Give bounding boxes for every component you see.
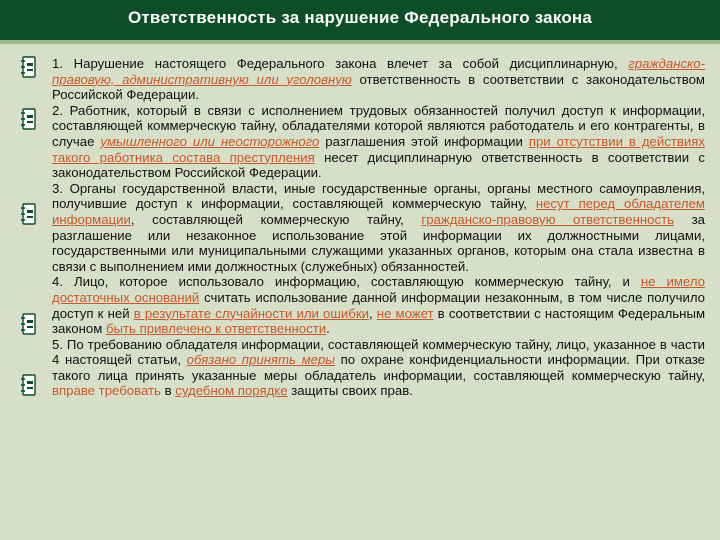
- p5-highlight-court: судебном порядке: [175, 383, 288, 399]
- phone-book-icon: [20, 56, 38, 78]
- p5-highlight-demand: вправе требовать: [52, 383, 161, 399]
- p4-text-mid2: в соответствии с настоящим Федеральным законом: [52, 305, 706, 337]
- p1-highlight: гражданско-правовую, административную или уголовную: [52, 56, 705, 87]
- p4-highlight-accident: в результате случайности или ошибки: [133, 305, 369, 321]
- p2-highlight-crime: при отсутствии в действиях такого работника состава преступления: [52, 133, 705, 165]
- p5-text-mid: по охране конфиденциальности информации. При отказе такого лица принять указанные меры обладатель информации, составляющей коммерческую тайну,: [52, 352, 705, 383]
- paragraph-4: [52, 274, 705, 336]
- p4-comma: ,: [368, 305, 377, 321]
- p5-text-in: в: [160, 383, 176, 399]
- p5-text-end: защиты своих прав.: [287, 383, 413, 399]
- p2-highlight-intent: умышленного или неосторожного: [100, 133, 320, 149]
- article-body: [52, 56, 705, 399]
- p5-text: 5. По требованию обладателя информации, составляющей коммерческую тайну, лицо, указанное в части 4 настоящей статьи,: [52, 336, 705, 368]
- header-divider: [0, 40, 720, 44]
- bullet-column: [0, 0, 60, 540]
- p5-highlight-obliged: обязано принять меры: [186, 352, 335, 368]
- p1-text: 1. Нарушение настоящего Федерального закона влечет за собой дисциплинарную,: [52, 56, 629, 71]
- paragraph-2: [52, 103, 705, 181]
- p3-text: 3. Органы государственной власти, иные государственные органы, органы местного самоуправления, получившие доступ к информации, составляющей коммерческую тайну,: [52, 180, 705, 212]
- p1-text-end: ответственность в соответствии с законодательством Российской Федерации.: [52, 71, 705, 103]
- p3-highlight-civil: гражданско-правовую ответственность: [421, 211, 675, 227]
- p4-highlight-liability: быть привлечено к ответственности: [105, 321, 327, 337]
- paragraph-5: [52, 337, 705, 399]
- p2-text-end: несет дисциплинарную ответственность в соответствии с законодательством Российской Федерации.: [52, 149, 705, 181]
- p4-text-mid: считать использование данной информации незаконным, в том числе получило доступ к ней: [52, 289, 706, 321]
- p4-text: 4. Лицо, которое использовало информацию, составляющую коммерческую тайну, и: [52, 274, 641, 290]
- p2-text-mid: разглашения этой информации: [319, 133, 529, 149]
- p4-highlight-grounds: не имело достаточных оснований: [52, 274, 705, 305]
- p4-highlight-cannot: не может: [376, 305, 434, 321]
- p3-text-end: за разглашение или незаконное использование этой информации их должностными лицами, государственными или муниципальными служащими указанных органов, которым она стала известна в связи с выполнением ими должностных (служебных) обязанностей.: [52, 211, 705, 274]
- title-bar: [0, 0, 720, 40]
- p3-highlight-liable: несут перед обладателем информации: [52, 196, 706, 227]
- paragraph-3: [52, 181, 705, 275]
- p2-text: 2. Работник, который в связи с исполнением трудовых обязанностей получил доступ к информации, составляющей коммерческую тайну, обладателями которой являются работодатель и его контрагенты, в случае: [52, 102, 705, 149]
- phone-book-icon: [20, 203, 38, 225]
- paragraph-1: [52, 56, 705, 103]
- p4-period: .: [326, 321, 330, 337]
- phone-book-icon: [20, 374, 38, 396]
- page-title: Ответственность за нарушение Федерального закона: [127, 8, 593, 27]
- phone-book-icon: [20, 108, 38, 130]
- p3-text-mid: , составляющей коммерческую тайну,: [130, 211, 422, 227]
- phone-book-icon: [20, 313, 38, 335]
